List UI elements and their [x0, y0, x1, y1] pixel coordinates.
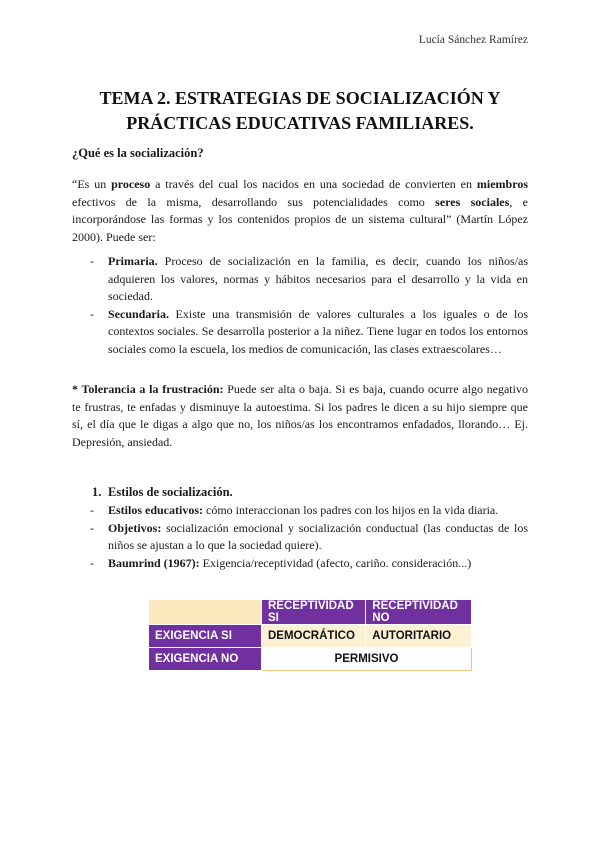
cell-autoritario: AUTORITARIO [366, 625, 472, 648]
section-heading [92, 485, 233, 500]
row-header-exigencia-no: EXIGENCIA NO [149, 648, 262, 671]
item-text: Proceso de socialización en la familia, es decir, cuando los niños/as adquieren los valores, normas y hábitos necesarios para el desarrollo y la vida en sociedad. [108, 254, 528, 303]
section-number: 1. [92, 485, 102, 499]
quote-text: a través del cual los nacidos en una sociedad de convierten en [150, 177, 477, 191]
item-text: Existe una transmisión de valores culturales a los iguales o de los contextos sociales. Se desarrolla posterior a la niñez. Tiene lugar en todos los entornos sociales como la escuela, los medios de comunicación, las clases extraescolares… [108, 306, 528, 356]
table-row [149, 625, 472, 648]
quote-text: , e incorporándose las formas y los contenidos propios de un sistema cultural” (Martín López 2000). Puede ser: [72, 194, 529, 244]
item-term: Secundaria. [108, 306, 170, 321]
dash-bullet: - [90, 503, 94, 517]
cell-democratico: DEMOCRÁTICO [262, 625, 366, 648]
quote-bold: proceso [111, 177, 151, 191]
quote-text: “Es un [72, 177, 112, 191]
baumrind-table [148, 599, 472, 671]
item-text: Exigencia/receptividad (afecto, cariño. consideración...) [199, 555, 472, 570]
item-term: Baumrind (1967): [108, 555, 200, 570]
item-term: Primaria. [108, 254, 158, 268]
quote-text: efectivos de la misma, desarrollando sus potencialidades como [72, 194, 436, 209]
table-row [149, 648, 472, 671]
definition-quote [72, 176, 528, 246]
styles-list [72, 502, 528, 572]
cell-permisivo: PERMISIVO [262, 648, 472, 671]
item-text: cómo interaccionan los padres con los hijos en la vida diaria. [203, 503, 499, 517]
header-receptividad-no: RECEPTIVIDAD NO [366, 600, 472, 625]
dash-bullet: - [90, 520, 94, 535]
dash-bullet: - [90, 254, 94, 268]
list-item [72, 555, 528, 573]
list-item [72, 520, 528, 555]
row-header-exigencia-si: EXIGENCIA SI [149, 625, 262, 648]
item-term: Estilos educativos: [108, 503, 204, 517]
header-receptividad-si: RECEPTIVIDAD SI [262, 600, 366, 625]
quote-bold: seres sociales [435, 194, 510, 209]
quote-bold: miembros [476, 177, 528, 191]
author-name: Lucía Sánchez Ramírez [418, 34, 528, 46]
socialization-types-list [72, 253, 528, 358]
table-corner-cell [149, 600, 262, 625]
frustration-text: Puede ser alta o baja. Si es baja, cuando ocurre algo negativo te frustras, te enfadas y disminuye la autoestima. Si los padres le dicen a su hijo siempre que sí, el día que le digas a algo que no, los niños/as los encontramos enfadados, llorando… Ej. Depresión, ansiedad. [72, 382, 528, 449]
list-item [72, 253, 528, 306]
section-question: ¿Qué es la socialización? [72, 146, 204, 160]
list-item [72, 502, 528, 520]
item-term: Objetivos: [108, 520, 162, 535]
page-title: TEMA 2. ESTRATEGIAS DE SOCIALIZACIÓN Y PRÁCTICAS EDUCATIVAS FAMILIARES. [99, 88, 501, 133]
dash-bullet: - [90, 306, 94, 321]
dash-bullet: - [90, 555, 94, 570]
section-title: Estilos de socialización. [108, 485, 233, 499]
table-row [149, 600, 472, 625]
item-text: socialización emocional y socialización conductual (las conductas de los niños se ajustan a lo que la sociedad quiere). [108, 520, 528, 552]
frustration-paragraph [72, 381, 528, 451]
list-item [72, 306, 528, 359]
frustration-term: * Tolerancia a la frustración: [72, 382, 224, 396]
